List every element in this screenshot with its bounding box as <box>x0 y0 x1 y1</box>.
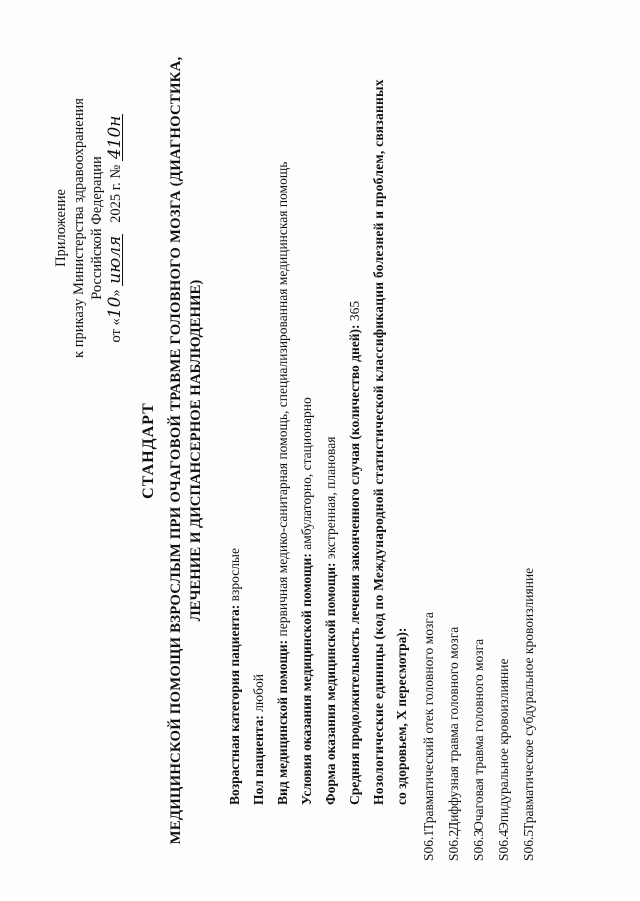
handwritten-month: июля <box>105 235 125 284</box>
document-title: СТАНДАРТ <box>140 402 157 499</box>
order-line: к приказу Министерства здравоохранения <box>71 98 87 358</box>
date-line: от «10» июля 2025 г. № 410н <box>105 115 125 343</box>
list-item: S06.1Травматический отек головного мозга <box>421 612 436 861</box>
care-form-field: Форма оказания медицинской помощи: экстренная, плановая <box>323 436 338 805</box>
age-category-field: Возрастная категория пациента: взрослые <box>227 548 242 805</box>
appendix-label: Приложение <box>53 189 69 267</box>
care-type-field: Вид медицинской помощи: первичная медико-санитарная помощь, специализированная медицинская помощь <box>275 161 290 805</box>
care-conditions-field: Условия оказания медицинской помощи: амбулаторно, стационарно <box>299 397 314 805</box>
approval-block <box>52 88 125 368</box>
list-item: S06.4Эпидуральное кровоизлияние <box>496 658 511 861</box>
handwritten-day: 10 <box>105 296 125 319</box>
nosology-heading-line2: со здоровьем, X пересмотра): <box>394 627 409 805</box>
document-subtitle-line2: ЛЕЧЕНИЕ И ДИСПАНСЕРНОЕ НАБЛЮДЕНИЕ) <box>188 279 204 622</box>
nosology-heading-line1: Нозологические единицы (код по Международной статистической классификации болезней и проблем, связанных <box>371 79 386 805</box>
duration-field: Средняя продолжительность лечения законченного случая (количество дней): 365 <box>347 300 362 805</box>
patient-sex-field: Пол пациента: любой <box>251 674 266 805</box>
list-item: S06.5Травматическое субдуральное кровоизлияние <box>521 567 536 861</box>
handwritten-number: 410н <box>105 115 125 160</box>
federation-line: Российской Федерации <box>89 156 105 300</box>
list-item: S06.3Очаговая травма головного мозга <box>471 638 486 861</box>
list-item: S06.2Диффузная травма головного мозга <box>446 626 461 861</box>
document-subtitle-line1: МЕДИЦИНСКОЙ ПОМОЩИ ВЗРОСЛЫМ ПРИ ОЧАГОВОЙ ТРАВМЕ ГОЛОВНОГО МОЗГА (ДИАГНОСТИКА, <box>168 56 184 845</box>
